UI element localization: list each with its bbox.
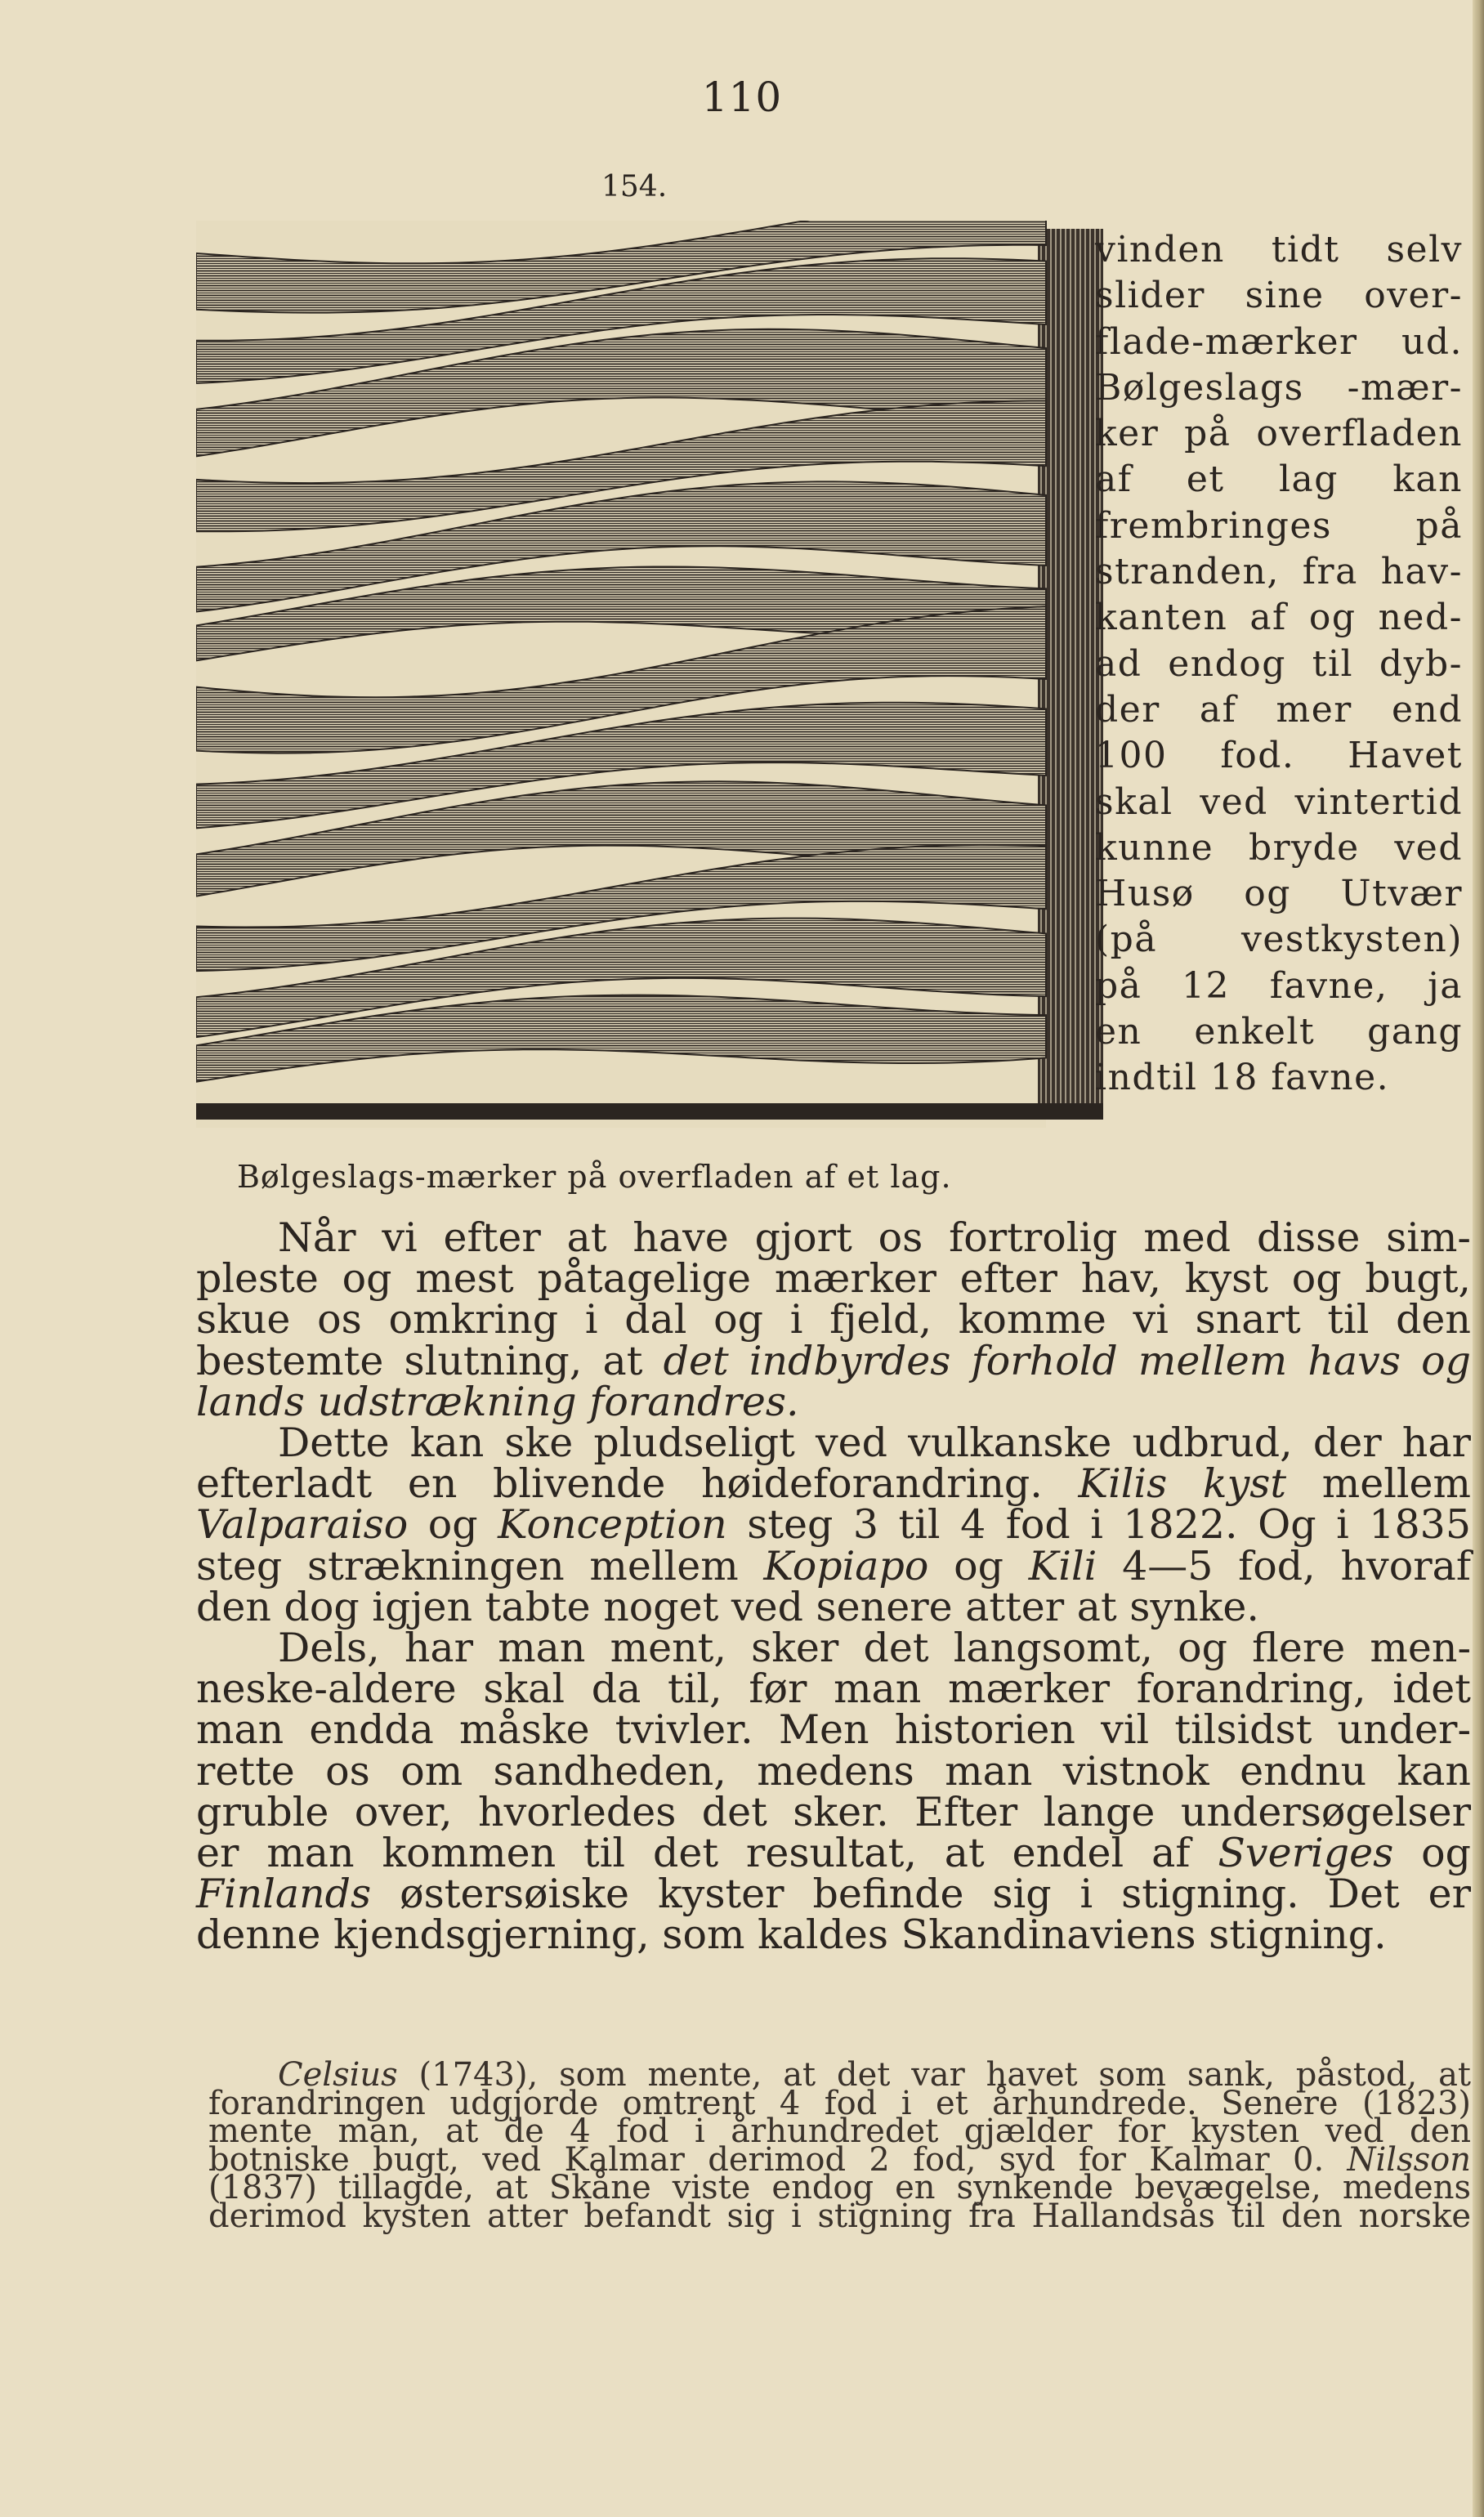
emphasis: Nilsson <box>1347 2140 1471 2179</box>
emphasis: Kopiapo <box>763 1542 929 1589</box>
emphasis: Valparaiso <box>196 1501 409 1549</box>
text-segment: botniske bugt, ved Kalmar derimod 2 fod, syd for Kalmar 0. <box>208 2140 1348 2179</box>
text-line <box>196 1460 1472 1508</box>
ripple-marks-engraving <box>196 221 1103 1128</box>
side-text-line: flade-mærker ud. <box>1095 320 1463 363</box>
footnote <box>208 2056 1471 2235</box>
text-line: Dette kan ske pludseligt ved vulkanske udbrud, der har <box>278 1419 1471 1467</box>
text-line: den dog igjen tabte noget ved senere atter at synke. <box>196 1583 1259 1630</box>
side-text-line: kunne bryde ved <box>1095 826 1463 869</box>
text-line: rette os om sandheden, medens man vistnok endnu kan <box>196 1747 1471 1795</box>
text-segment: østersøiske kyster befinde sig i stigning. Det er <box>371 1871 1471 1918</box>
text-segment: 4—5 fod, hvoraf <box>1097 1542 1471 1589</box>
side-text-line: (på vestkysten) <box>1095 919 1463 961</box>
text-segment: mellem <box>1286 1460 1472 1508</box>
side-text-line: ad endog til dyb- <box>1095 642 1463 685</box>
side-text-line: der af mer end <box>1095 688 1463 731</box>
side-text-line: af et lag kan <box>1095 458 1463 501</box>
text-line <box>196 1501 1471 1549</box>
text-segment: steg strækningen mellem <box>196 1542 764 1589</box>
side-text-line: Bølgeslags -mær- <box>1095 366 1463 409</box>
text-line: skue os omkring i dal og i fjeld, komme vi snart til den <box>196 1296 1471 1343</box>
emphasis: det indbyrdes forhold mellem havs og <box>663 1337 1472 1384</box>
side-text-line: slider sine over- <box>1095 275 1463 317</box>
text-line: denne kjendsgjerning, som kaldes Skandinaviens stigning. <box>196 1911 1387 1959</box>
side-text-line: stranden, fra hav- <box>1095 551 1463 593</box>
text-line <box>196 1378 1471 1425</box>
footnote-line: derimod kysten atter befandt sig i stigning fra Hallandsås til den norske <box>208 2197 1471 2235</box>
side-text-line: Husø og Utvær <box>1095 873 1463 915</box>
side-text-line: skal ved vintertid <box>1095 780 1463 823</box>
side-text-line: en enkelt gang <box>1095 1011 1463 1053</box>
text-line <box>196 1871 1471 1918</box>
text-line <box>196 1337 1472 1384</box>
ripple-marks-illustration <box>196 221 1103 1128</box>
body-text <box>196 1214 1472 1959</box>
emphasis: lands udstrækning forandres. <box>196 1378 799 1425</box>
footnote-line: forandringen udgjorde omtrent 4 fod i et århundrede. Senere (1823) <box>208 2084 1471 2122</box>
text-segment: er man kommen til det resultat, at endel af <box>196 1830 1218 1877</box>
emphasis: Sveriges <box>1218 1830 1394 1877</box>
text-segment: og <box>1393 1830 1471 1877</box>
emphasis: Finlands <box>196 1871 372 1918</box>
page-number: 110 <box>701 74 783 121</box>
text-segment: efterladt en blivende høideforandring. <box>196 1460 1079 1508</box>
figure-caption: Bølgeslags-mærker på overfladen af et lag. <box>237 1159 952 1195</box>
side-text-line: ker på overfladen <box>1095 413 1463 455</box>
text-line: pleste og mest påtagelige mærker efter hav, kyst og bugt, <box>196 1255 1471 1303</box>
text-segment: og <box>408 1501 498 1549</box>
text-segment: bestemte slutning, at <box>196 1337 664 1384</box>
emphasis: Konception <box>498 1501 727 1549</box>
side-text-line: kanten af og ned- <box>1095 597 1463 639</box>
text-line: man endda måske tvivler. Men historien vil tilsidst under- <box>196 1706 1471 1754</box>
side-text-line: vinden tidt selv <box>1095 229 1463 270</box>
side-text-line: på 12 favne, ja <box>1095 964 1463 1007</box>
footnote-line: (1837) tillagde, at Skåne viste endog en synkende bevægelse, medens <box>208 2169 1471 2206</box>
text-line <box>196 1830 1471 1877</box>
emphasis: Celsius <box>278 2056 398 2094</box>
side-text-line: frembringes på <box>1095 504 1463 547</box>
side-column-text <box>1095 227 1463 1102</box>
text-line: gruble over, hvorledes det sker. Efter lange undersøgelser <box>196 1788 1471 1835</box>
text-segment: (1743), som mente, at det var havet som sank, påstod, at <box>397 2056 1471 2094</box>
text-line: Dels, har man ment, sker det langsomt, og flere men- <box>278 1625 1471 1672</box>
emphasis: Kilis kyst <box>1078 1460 1287 1508</box>
text-segment: og <box>928 1542 1029 1589</box>
text-line: Når vi efter at have gjort os fortrolig med disse sim- <box>278 1214 1471 1261</box>
side-text-line: indtil 18 favne. <box>1095 1057 1390 1099</box>
figure-number: 154. <box>601 170 668 203</box>
emphasis: Kili <box>1028 1542 1097 1589</box>
text-segment: steg 3 til 4 fod i 1822. Og i 1835 <box>726 1501 1471 1549</box>
side-text-line: 100 fod. Havet <box>1095 735 1463 777</box>
footnote-line: mente man, at de 4 fod i århundredet gjælder for kysten ved den <box>208 2112 1471 2150</box>
text-line <box>196 1542 1471 1589</box>
page-edge <box>1473 0 1484 2517</box>
text-line: neske-aldere skal da til, før man mærker forandring, idet <box>196 1665 1471 1713</box>
